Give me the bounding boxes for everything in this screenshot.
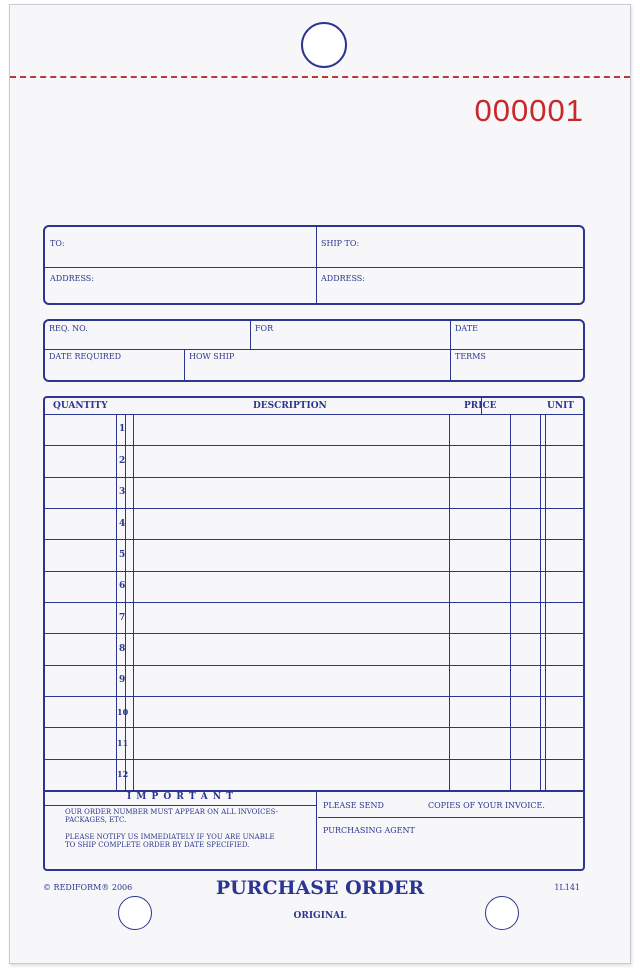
table-row <box>45 665 583 697</box>
form-number: 1L141 <box>554 883 580 892</box>
unit-header: UNIT <box>547 401 574 411</box>
important-title: I M P O R T A N T <box>127 792 234 802</box>
row-number: 9 <box>119 675 126 686</box>
row-number: 8 <box>119 643 126 654</box>
row-number: 11 <box>117 737 129 748</box>
price-header: PRICE <box>464 401 497 411</box>
row-number: 12 <box>117 769 129 780</box>
ship-address-label: ADDRESS: <box>321 274 365 283</box>
address-label: ADDRESS: <box>50 274 94 283</box>
row-number: 6 <box>119 581 126 592</box>
table-row <box>45 602 583 634</box>
form-title: PURCHASE ORDER <box>215 877 425 899</box>
for-label: FOR <box>255 324 274 333</box>
important-note-notify: PLEASE NOTIFY US IMMEDIATELY IF YOU ARE UNABLE TO SHIP COMPLETE ORDER BY DATE SPECIFIED. <box>65 833 275 849</box>
punch-hole-bottom-right <box>485 896 519 930</box>
table-row <box>45 508 583 540</box>
req-no-label: REQ. NO. <box>49 324 88 333</box>
description-header: DESCRIPTION <box>253 401 327 411</box>
table-row <box>45 759 583 791</box>
copy-label: ORIGINAL <box>293 911 347 921</box>
ship-to-label: SHIP TO: <box>321 239 360 248</box>
table-row <box>45 633 583 665</box>
row-number: 1 <box>119 423 126 434</box>
row-number: 5 <box>119 549 126 560</box>
row-number: 3 <box>119 487 126 498</box>
purchase-order-form <box>9 4 631 964</box>
to-label: TO: <box>50 239 65 248</box>
items-table <box>43 396 585 871</box>
important-note-order-number: OUR ORDER NUMBER MUST APPEAR ON ALL INVOICES-PACKAGES, ETC. <box>65 808 279 824</box>
table-row <box>45 445 583 477</box>
table-row <box>45 571 583 603</box>
row-number: 10 <box>117 706 129 717</box>
perforation-line <box>10 76 630 78</box>
table-row <box>45 539 583 571</box>
purchasing-agent-label: PURCHASING AGENT <box>323 826 415 835</box>
punch-hole-bottom-left <box>118 896 152 930</box>
row-number: 4 <box>119 518 126 529</box>
table-row <box>45 414 583 445</box>
terms-label: TERMS <box>455 352 486 361</box>
table-row <box>45 696 583 728</box>
punch-hole-top <box>301 22 347 68</box>
please-send-label: PLEASE SEND <box>323 801 384 810</box>
date-label: DATE <box>455 324 478 333</box>
invoice-section <box>318 791 583 869</box>
copyright: © REDIFORM® 2006 <box>43 883 133 892</box>
table-row <box>45 727 583 759</box>
important-section <box>45 791 317 869</box>
table-row <box>45 477 583 509</box>
how-ship-label: HOW SHIP <box>189 352 235 361</box>
copies-label: COPIES OF YOUR INVOICE. <box>428 801 545 810</box>
address-box <box>43 225 585 305</box>
row-number: 7 <box>119 612 126 623</box>
quantity-header: QUANTITY <box>53 401 108 411</box>
item-rows <box>45 414 583 790</box>
date-required-label: DATE REQUIRED <box>49 352 122 361</box>
serial-number: 000001 <box>474 93 584 128</box>
row-number: 2 <box>119 455 126 466</box>
order-info-box <box>43 319 585 382</box>
